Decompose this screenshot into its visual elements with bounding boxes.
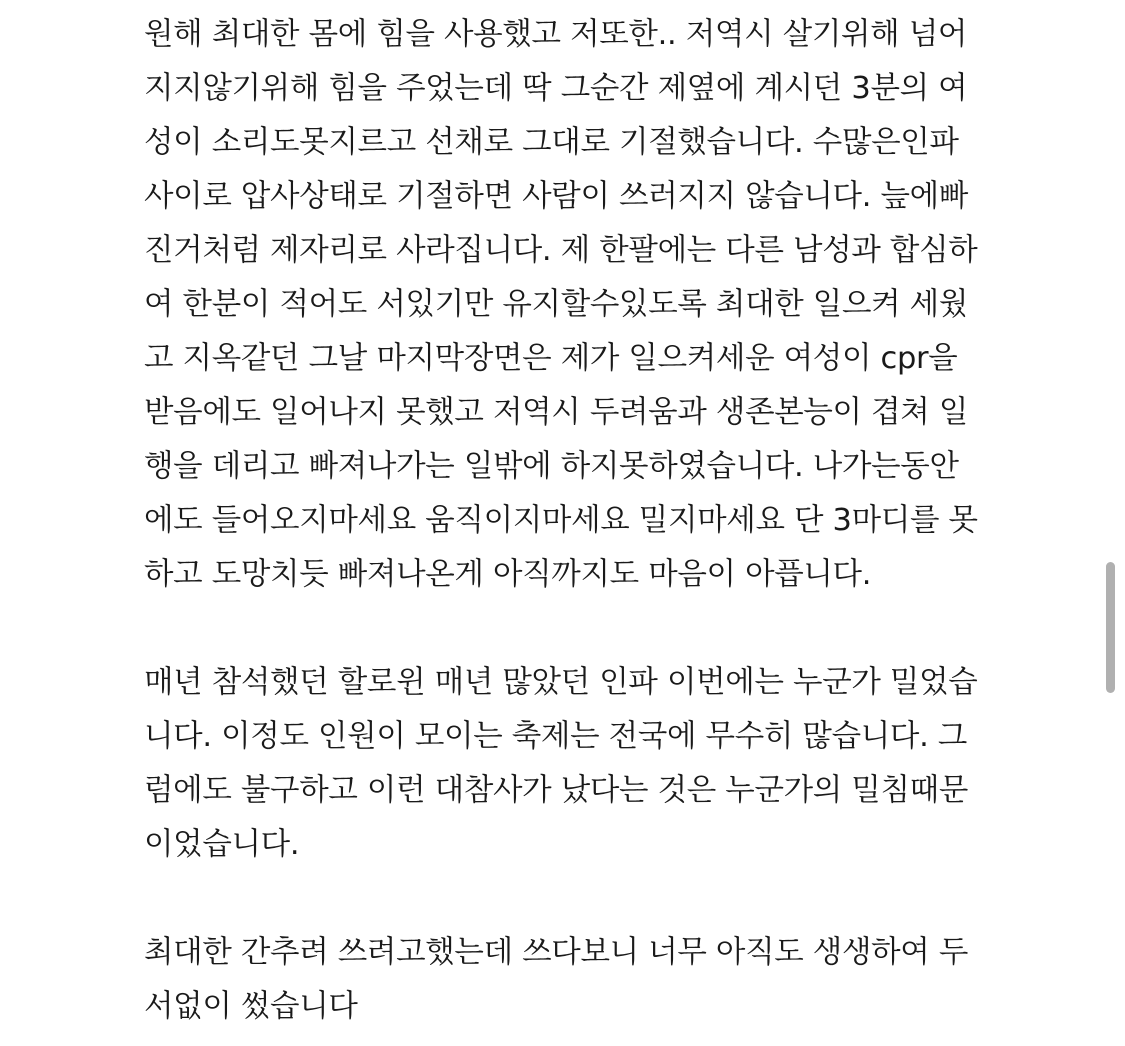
text-line: 하고 도망치듯 빠져나온게 아직까지도 마음이 아픕니다. bbox=[144, 557, 872, 592]
text-line: 고 지옥같던 그날 마지막장면은 제가 일으켜세운 여성이 cpr을 bbox=[144, 341, 958, 376]
paragraph-3 bbox=[144, 926, 1044, 1034]
text-line: 원해 최대한 몸에 힘을 사용했고 저또한.. 저역시 살기위해 넘어 bbox=[144, 17, 968, 52]
text-line: 진거처럼 제자리로 사라집니다. 제 한팔에는 다른 남성과 합심하 bbox=[144, 233, 978, 268]
text-line: 서없이 썼습니다 bbox=[144, 989, 358, 1024]
text-line: 받음에도 일어나지 못했고 저역시 두려움과 생존본능이 겹쳐 일 bbox=[144, 395, 969, 430]
text-line: 최대한 간추려 쓰려고했는데 쓰다보니 너무 아직도 생생하여 두 bbox=[144, 935, 969, 970]
paragraph-spacer bbox=[144, 602, 1044, 656]
text-line: 성이 소리도못지르고 선채로 그대로 기절했습니다. 수많은인파 bbox=[144, 125, 959, 160]
text-line: 매년 참석했던 할로윈 매년 많았던 인파 이번에는 누군가 밀었습 bbox=[144, 665, 978, 700]
paragraph-1 bbox=[144, 8, 1044, 602]
paragraph-2 bbox=[144, 656, 1044, 872]
text-line: 럼에도 불구하고 이런 대참사가 났다는 것은 누군가의 밀침때문 bbox=[144, 773, 969, 808]
text-line: 행을 데리고 빠져나가는 일밖에 하지못하였습니다. 나가는동안 bbox=[144, 449, 959, 484]
text-line: 이었습니다. bbox=[144, 827, 300, 862]
paragraph-spacer bbox=[144, 872, 1044, 926]
text-line: 사이로 압사상태로 기절하면 사람이 쓰러지지 않습니다. 늪에빠 bbox=[144, 179, 969, 214]
text-line: 에도 들어오지마세요 움직이지마세요 밀지마세요 단 3마디를 못 bbox=[144, 503, 978, 538]
text-line: 여 한분이 적어도 서있기만 유지할수있도록 최대한 일으켜 세웠 bbox=[144, 287, 969, 322]
article-body bbox=[144, 8, 1044, 1034]
vertical-scrollbar-thumb[interactable] bbox=[1106, 562, 1115, 693]
text-line: 지지않기위해 힘을 주었는데 딱 그순간 제옆에 계시던 3분의 여 bbox=[144, 71, 968, 106]
text-line: 니다. 이정도 인원이 모이는 축제는 전국에 무수히 많습니다. 그 bbox=[144, 719, 968, 754]
